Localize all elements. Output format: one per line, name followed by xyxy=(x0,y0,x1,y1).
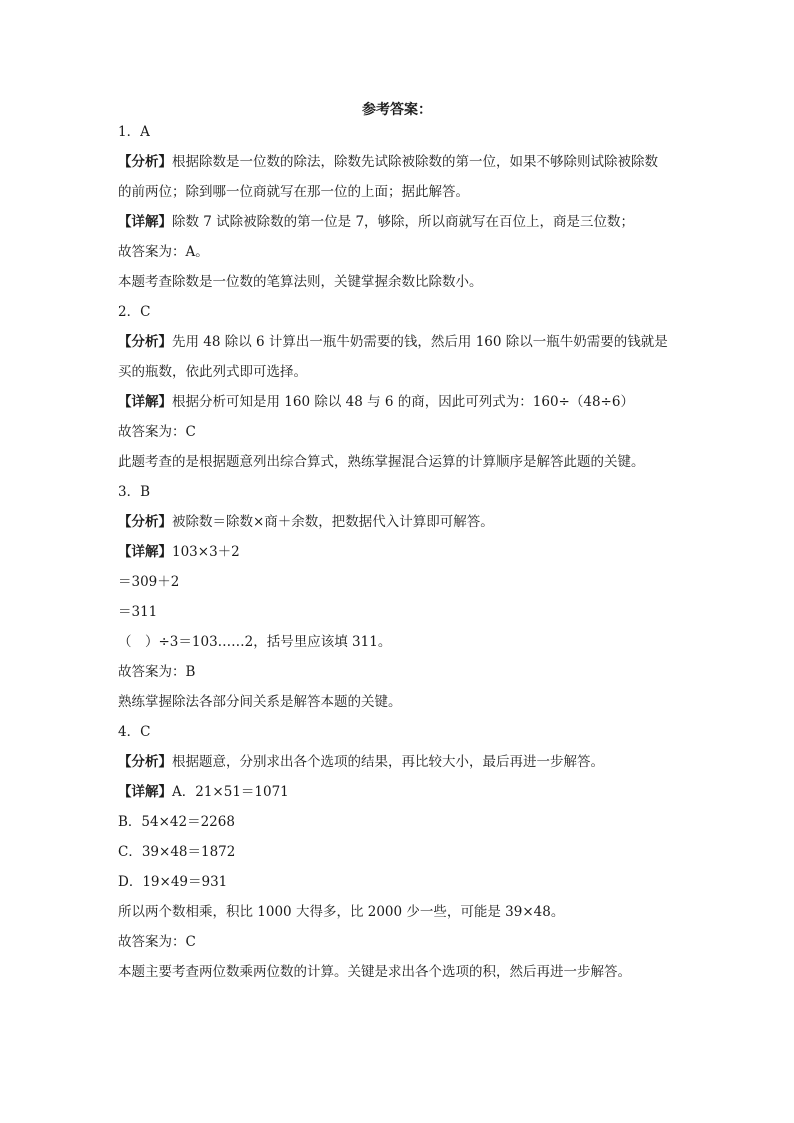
q4-option-b: B．54×42＝2268 xyxy=(118,814,235,830)
q2-analysis-text-1: 先用 48 除以 6 计算出一瓶牛奶需要的钱，然后用 160 除以一瓶牛奶需要的钱就是 xyxy=(172,334,668,350)
q1-analysis xyxy=(118,152,678,172)
q3-step-2: ＝311 xyxy=(118,604,158,620)
q1-detail-tag: 【详解】 xyxy=(118,214,172,230)
q2-analysis-text-2: 买的瓶数，依此列式即可选择。 xyxy=(118,364,307,380)
q3-analysis xyxy=(118,512,678,532)
q4-summary: 本题主要考查两位数乘两位数的计算。关键是求出各个选项的积，然后再进一步解答。 xyxy=(118,964,631,980)
q3-detail-text: 103×3＋2 xyxy=(172,544,240,560)
q1-analysis-text-1: 根据除数是一位数的除法，除数先试除被除数的第一位，如果不够除则试除被除数 xyxy=(172,154,658,170)
q4-option-a: A．21×51＝1071 xyxy=(172,784,289,800)
q2-analysis xyxy=(118,332,678,352)
q3-step-1: ＝309＋2 xyxy=(118,574,180,590)
q4-analysis xyxy=(118,752,678,772)
q4-detail xyxy=(118,782,678,802)
q4-analysis-tag: 【分析】 xyxy=(118,754,172,770)
q1-answer: 故答案为：A。 xyxy=(118,244,209,260)
page-title: 参考答案： xyxy=(362,102,432,118)
q4-analysis-text-1: 根据题意，分别求出各个选项的结果，再比较大小，最后再进一步解答。 xyxy=(172,754,604,770)
q4-detail-tag: 【详解】 xyxy=(118,784,172,800)
q2-detail-text: 根据分析可知是用 160 除以 48 与 6 的商，因此可列式为：160÷（48÷6） xyxy=(172,394,634,410)
q1-number: 1．A xyxy=(118,124,150,140)
q1-summary: 本题考查除数是一位数的笔算法则，关键掌握余数比除数小。 xyxy=(118,274,483,290)
q1-analysis-text-2: 的前两位；除到哪一位商就写在那一位的上面；据此解答。 xyxy=(118,184,469,200)
q4-option-d: D．19×49＝931 xyxy=(118,874,228,890)
q2-detail-tag: 【详解】 xyxy=(118,394,172,410)
q3-detail xyxy=(118,542,678,562)
q3-number: 3．B xyxy=(118,484,151,500)
q1-detail-text: 除数 7 试除被除数的第一位是 7，够除，所以商就写在百位上，商是三位数； xyxy=(172,214,635,230)
q2-answer: 故答案为：C xyxy=(118,424,196,440)
q3-analysis-tag: 【分析】 xyxy=(118,514,172,530)
q3-fill-statement: （ ）÷3＝103……2，括号里应该填 311。 xyxy=(118,634,392,650)
q2-summary: 此题考查的是根据题意列出综合算式，熟练掌握混合运算的计算顺序是解答此题的关键。 xyxy=(118,454,645,470)
q3-analysis-text-1: 被除数＝除数×商＋余数，把数据代入计算即可解答。 xyxy=(172,514,494,530)
q4-conclusion: 所以两个数相乘，积比 1000 大得多，比 2000 少一些，可能是 39×48。 xyxy=(118,904,565,920)
q4-number: 4．C xyxy=(118,724,151,740)
q3-answer: 故答案为：B xyxy=(118,664,196,680)
q2-number: 2．C xyxy=(118,304,151,320)
q2-detail xyxy=(118,392,678,412)
q3-summary: 熟练掌握除法各部分间关系是解答本题的关键。 xyxy=(118,694,402,710)
q2-analysis-tag: 【分析】 xyxy=(118,334,172,350)
answer-content xyxy=(118,122,678,982)
q1-detail xyxy=(118,212,678,232)
q4-option-c: C．39×48＝1872 xyxy=(118,844,236,860)
q3-detail-tag: 【详解】 xyxy=(118,544,172,560)
q4-answer: 故答案为：C xyxy=(118,934,196,950)
q1-analysis-tag: 【分析】 xyxy=(118,154,172,170)
